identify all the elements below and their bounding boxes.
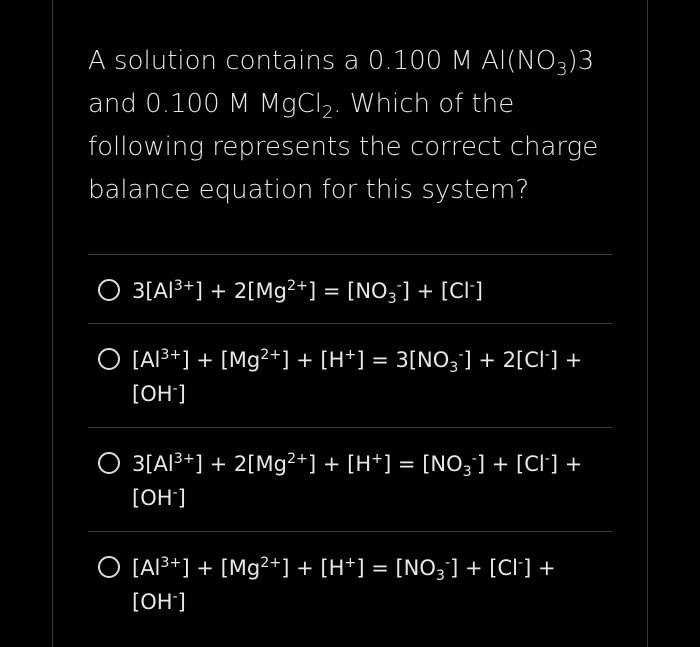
answer-option-4-text [132,551,592,619]
superscript-charge: - [396,278,402,294]
equation-fragment: ] + [Cl [476,452,545,476]
equation-fragment: ] + [549,348,583,372]
superscript-charge: - [469,278,475,294]
equation-fragment: ] + [549,452,583,476]
equation-fragment: ] + 2[Cl [463,348,545,372]
equation-fragment: [OH [132,590,173,614]
superscript-charge: 2+ [286,451,308,467]
superscript-charge: - [471,451,477,467]
question-line-4: balance equation for this system? [88,175,530,205]
equation-fragment: ] + [523,556,556,580]
equation-fragment: ] + [H [281,348,345,372]
equation-fragment: [OH [132,382,173,406]
question-text [88,40,608,212]
subscript-2: 2 [322,103,334,124]
superscript-charge: 3+ [173,278,195,294]
answer-options [88,254,612,635]
answer-option-4[interactable] [88,531,612,635]
equation-fragment: ] + [Cl [401,279,470,303]
superscript-charge: - [544,451,550,467]
superscript-charge: 3+ [173,451,195,467]
question-line-2 [88,83,608,126]
equation-fragment: [Al [132,348,161,372]
superscript-charge: + [344,347,357,363]
superscript-charge: - [172,589,178,605]
equation-fragment: 3[Al [132,452,174,476]
superscript-charge: - [172,381,178,397]
equation-fragment: ] = [NO [383,452,463,476]
answer-option-3[interactable] [88,427,612,531]
equation-fragment: ] = [NO [307,279,388,303]
superscript-charge: 3+ [160,555,182,571]
equation-fragment: ] + [Mg [181,348,261,372]
equation-fragment: 3[Al [132,279,174,303]
superscript-charge: 2+ [260,555,282,571]
superscript-charge: 2+ [286,278,308,294]
equation-fragment: ] + [H [281,556,345,580]
question-line-2-text: and 0.100 M MgCl [88,89,322,119]
equation-fragment: ] = [NO [356,556,436,580]
question-line-1-text: A solution contains a 0.100 M Al(NO [88,46,557,76]
subscript-count: 3 [462,464,472,481]
equation-fragment: ] + 2[Mg [194,452,287,476]
subscript-count: 3 [435,568,445,585]
equation-fragment: ] [177,590,186,614]
radio-button-icon[interactable] [98,452,120,474]
radio-button-icon[interactable] [98,279,120,301]
radio-button-icon[interactable] [98,348,120,370]
superscript-charge: - [172,485,178,501]
superscript-charge: + [371,451,384,467]
question-line-3: following represents the correct charge [88,132,599,162]
answer-option-3-text [132,447,592,515]
superscript-charge: + [344,555,357,571]
radio-button-icon[interactable] [98,556,120,578]
equation-fragment: ] + [Mg [181,556,261,580]
superscript-charge: 2+ [260,347,282,363]
equation-fragment: ] [177,382,186,406]
equation-fragment: ] [177,486,186,510]
answer-option-2[interactable] [88,323,612,427]
superscript-charge: - [458,347,464,363]
superscript-charge: - [544,347,550,363]
answer-option-2-text [132,343,592,411]
superscript-charge: - [444,555,451,571]
superscript-charge: - [517,555,524,571]
equation-fragment: [Al [132,556,161,580]
subscript-count: 3 [449,360,459,377]
equation-fragment: ] + 2[Mg [194,279,287,303]
equation-fragment: ] + [H [307,452,372,476]
subscript-3: 3 [556,60,568,81]
subscript-count: 3 [387,291,397,308]
question-line-2-tail: . Which of the [333,89,515,119]
question-line-1-tail: )3 [567,46,595,76]
superscript-charge: 3+ [160,347,182,363]
equation-fragment: ] [474,279,483,303]
answer-option-1-text [132,274,592,308]
question-line-1 [88,40,608,83]
equation-fragment: ] = 3[NO [356,348,450,372]
equation-fragment: ] + [Cl [450,556,518,580]
answer-option-1[interactable] [88,254,612,323]
equation-fragment: [OH [132,486,173,510]
